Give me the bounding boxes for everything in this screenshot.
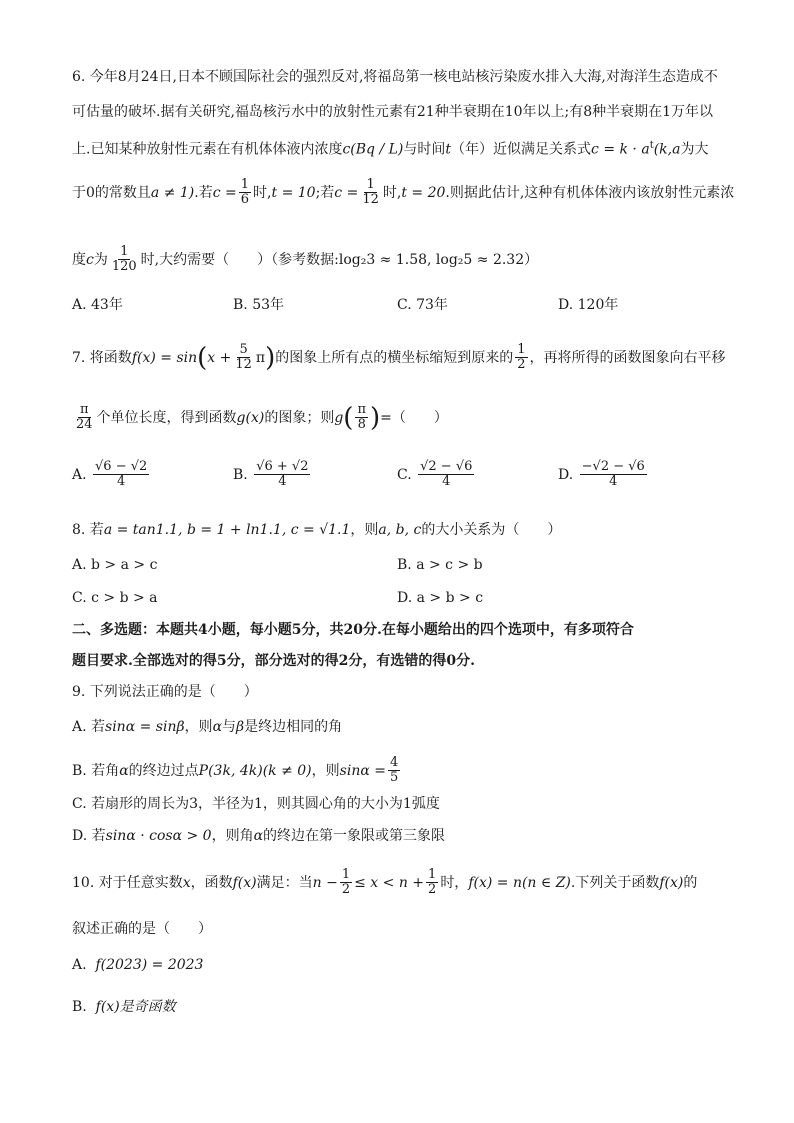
q6-option-d: D. 120年 [558, 297, 619, 313]
q8-option-c: C. c > b > a [72, 590, 158, 606]
q6-line-3: 上.已知某种放射性元素在有机体体液内浓度c(Bq / L)与时间t（年）近似满足关系式$c = k \cdot a^t(k,a$为大 [72, 140, 709, 158]
q6-line-1: 6. 今年8月24日,日本不顾国际社会的强烈反对,将福岛第一核电站核污染废水排入大海,对海洋生态造成不 [72, 69, 718, 85]
q7-option-d: D. $\frac{-√2 - √6}{4}$ [558, 459, 645, 490]
q7-option-a: A. $\frac{√6 - √2}{4}$ [72, 459, 148, 490]
q9-option-b: B. 若角α的终边过点P(3k, 4k)(k ≠ 0)，则sinα = $\frac{4}{5}$ [72, 755, 399, 786]
q8-option-b: B. a > c > b [397, 557, 483, 573]
q9-option-a: A. 若sinα = sinβ，则α与β是终边相同的角 [72, 719, 343, 735]
fraction-1-2-a: $\frac{1}{2}$ [341, 867, 351, 898]
q9-option-c: C. 若扇形的周长为3，半径为1，则其圆心角的大小为1弧度 [72, 796, 440, 812]
fraction-1-2: $\frac{1}{2}$ [517, 342, 526, 373]
q6-line-4: 于0的常数且a ≠ 1).若c = $\frac{1}{6}$ 时,t = 10;若c = $\frac{1}{12}$ 时,t = 20.则据此估计,这种有机体体液内该放射性元素浓 [72, 177, 735, 208]
fraction-4-5: $\frac{4}{5}$ [389, 755, 399, 786]
q7-line-2: $\frac{\pi}{24}$ 个单位长度，得到函数g(x)的图象；则g( $\frac{\pi}{8}$ )=（ ） [76, 402, 448, 433]
fraction-1-12: $\frac{1}{12}$ [362, 177, 379, 208]
q6-option-b: B. 53年 [233, 297, 285, 313]
q7-line-1: 7. 将函数f(x) = sin(x + $\frac{5}{12}$ π)的图象上所有点的横坐标缩短到原来的 $\frac{1}{2}$ ，再将所得的函数图象向右平移 [72, 342, 726, 373]
q6-line-2: 可估量的破坏.据有关研究,福岛核污水中的放射性元素有21种半衰期在10年以上;有8种半衰期在1万年以 [72, 104, 714, 120]
fraction-5-12: $\frac{5}{12}$ [235, 342, 252, 373]
q10-option-b: B. f(x)是奇函数 [72, 999, 176, 1015]
q10-option-a: A. f(2023) = 2023 [72, 957, 204, 973]
q8-option-d: D. a > b > c [397, 590, 484, 606]
q6-option-c: C. 73年 [397, 297, 448, 313]
q8-line-1: 8. 若a = tan1.1, b = 1 + ln1.1, c = √1.1，则a, b, c的大小关系为（ ） [72, 522, 562, 538]
q7-option-c: C. $\frac{√2 - √6}{4}$ [397, 459, 473, 490]
fraction-1-6: $\frac{1}{6}$ [240, 177, 250, 208]
q10-line-2: 叙述正确的是（ ） [72, 921, 212, 937]
fraction-pi-24: $\frac{\pi}{24}$ [76, 402, 93, 433]
q8-option-a: A. b > a > c [72, 557, 158, 573]
fraction-1-120: $\frac{1}{120}$ [111, 244, 137, 275]
q6-line-5: 度c为 $\frac{1}{120}$ 时,大约需要（ ）（参考数据:log₂3 ≈ 1.58, log₂5 ≈ 2.32） [72, 244, 539, 275]
section-2-heading: 二、多选题：本题共4小题，每小题5分，共20分.在每小题给出的四个选项中，有多项符合 [72, 622, 634, 638]
fraction-1-2-b: $\frac{1}{2}$ [428, 867, 437, 898]
q10-line-1: 10. 对于任意实数x，函数f(x)满足：当n − $\frac{1}{2}$ ≤ x < n + $\frac{1}{2}$ 时，f(x) = n(n ∈ Z).下列关于函数f(x)的 [72, 867, 698, 898]
q7-option-b: B. $\frac{√6 + √2}{4}$ [233, 459, 309, 490]
q9-stem: 9. 下列说法正确的是（ ） [72, 684, 258, 700]
q9-option-d: D. 若sinα · cosα > 0，则角α的终边在第一象限或第三象限 [72, 828, 446, 844]
fraction-pi-8: $\frac{\pi}{8}$ [357, 402, 366, 433]
q6-option-a: A. 43年 [72, 297, 123, 313]
section-2-instructions: 题目要求.全部选对的得5分，部分选对的得2分，有选错的得0分. [72, 653, 475, 669]
